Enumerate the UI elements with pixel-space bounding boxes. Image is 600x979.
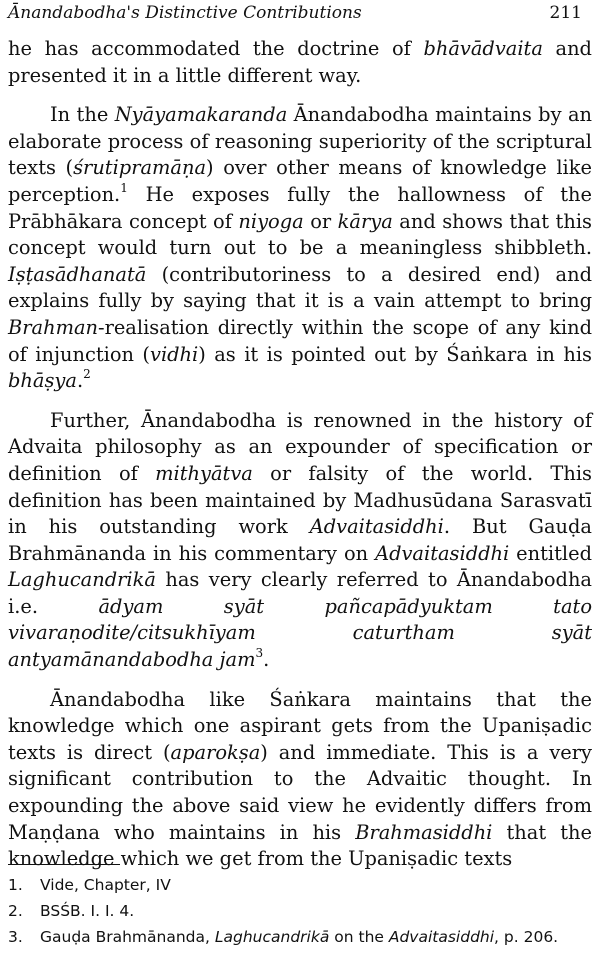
italic-term: Advaitasiddhi — [375, 541, 510, 565]
text-run: , p. 206. — [494, 928, 559, 946]
italic-term: niyoga — [238, 209, 304, 233]
italic-term: bhāṣya — [8, 369, 77, 393]
paragraph — [8, 102, 592, 395]
italic-term: vidhi — [149, 342, 199, 366]
text-run: . But Gauḍa Brahmānanda in his commentary on — [8, 515, 592, 565]
running-title: Ānandabodha's Distinctive Contributions — [8, 3, 362, 23]
footnote-number: 1. — [8, 876, 23, 894]
footnote-ref: 2 — [83, 366, 91, 381]
text-run: or — [303, 209, 338, 233]
text-run: He exposes fully the hallowness of the Prābhākara concept of — [8, 182, 592, 233]
body-text — [8, 36, 592, 886]
footnotes — [8, 872, 592, 950]
footnote-text — [40, 872, 592, 898]
text-run: and shows that this concept would turn out to be a meaningless shibbleth. — [8, 209, 592, 260]
text-run: Vide, Chapter, IV — [40, 876, 171, 894]
footnote-ref: 1 — [120, 180, 128, 195]
italic-term: Advaitasiddhi — [309, 515, 444, 539]
text-run: on the — [329, 928, 389, 946]
footnote — [8, 898, 592, 924]
paragraph — [8, 687, 592, 873]
text-run: . — [76, 369, 84, 393]
text-run: ) over other means of knowledge like perception. — [8, 156, 592, 206]
text-run: Ānandabodha maintains by an elaborate process of reasoning superiority of the scriptural texts ( — [8, 103, 592, 180]
text-run: Ānandabodha like Śaṅkara maintains that the knowledge which one aspirant gets from the Upaniṣadic texts is direct ( — [8, 687, 592, 764]
text-run: that the knowledge which we get from the Upaniṣadic texts — [8, 820, 593, 871]
footnote-number: 3. — [8, 928, 23, 946]
text-run: or falsity of the world. This definition has been maintained by Madhusūdana Sarasvatī in his outstanding work — [8, 461, 592, 539]
italic-term: Nyāyamakaranda — [114, 103, 288, 127]
italic-term: Advaitasiddhi — [388, 928, 495, 946]
text-run: (contributoriness to a desired end) and explains fully by saying that it is a vain attempt to bring — [8, 262, 592, 313]
italic-term: Brahmasiddhi — [355, 820, 493, 844]
italic-term: śrutipramāṇa — [73, 156, 207, 180]
footnote-text — [40, 924, 592, 950]
italic-term: Laghucandrikā — [214, 928, 330, 946]
text-run: he has accommodated the doctrine of — [8, 37, 424, 60]
text-run: Further, Ānandabodha is renowned in the history of Advaita philosophy as an expounder of specification or definition of — [8, 408, 592, 485]
italic-term: bhāvādvaita — [423, 37, 543, 60]
text-run: ) as it is pointed out by Śaṅkara in his — [198, 342, 592, 366]
text-run: -realisation directly within the scope of any kind of injunction ( — [8, 315, 592, 366]
italic-term: aparokṣa — [170, 740, 261, 764]
text-run: ) and immediate. This is a very significant contribution to the Advaitic thought. In expounding the above said view he evidently differs from Maṇḍana who maintains in his — [8, 740, 592, 844]
footnote-ref: 3 — [255, 645, 264, 660]
italic-term: Brahman — [8, 315, 99, 339]
text-run: . — [263, 648, 270, 672]
footnote-text — [40, 898, 592, 924]
text-run: entitled — [509, 541, 592, 565]
text-run: Gauḍa Brahmānanda, — [40, 928, 215, 946]
paragraph — [8, 408, 592, 674]
text-run: and presented it in a little different way. — [8, 37, 592, 87]
italic-term: Iṣṭasādhanatā — [8, 262, 147, 286]
text-run: BSŚB. I. I. 4. — [40, 902, 135, 920]
text-run: has very clearly referred to Ānandabodha i.e. — [8, 568, 592, 618]
page-number: 211 — [549, 3, 582, 23]
italic-term: ādyam syāt pañcapādyuktam tato vivaraṇodite/citsukhīyam caturtham syāt antyamānandabodha jam — [8, 594, 592, 672]
running-header — [8, 0, 582, 26]
footnote-divider — [8, 864, 120, 865]
footnote-number: 2. — [8, 902, 23, 920]
footnote — [8, 924, 592, 950]
italic-term: Laghucandrikā — [8, 568, 156, 592]
text-run: In the — [50, 103, 115, 127]
paragraph — [8, 36, 592, 89]
italic-term: mithyātva — [155, 461, 253, 485]
footnote — [8, 872, 592, 898]
italic-term: kārya — [337, 209, 393, 233]
